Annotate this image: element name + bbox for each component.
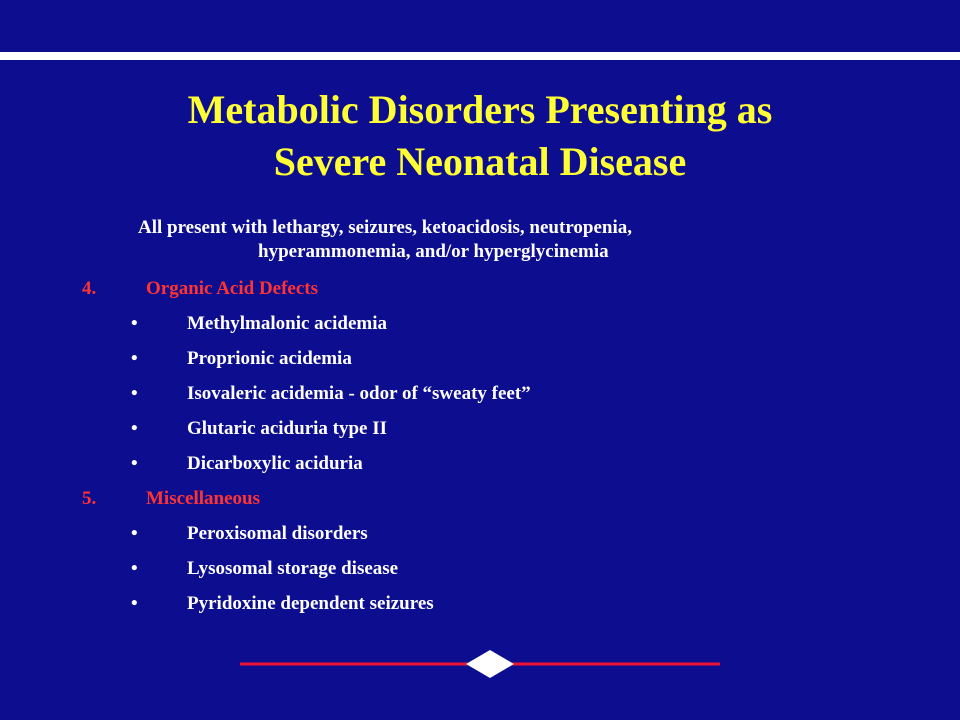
list-item-label: Peroxisomal disorders [187,523,368,544]
subtitle-line-2: hyperammonemia, and/or hyperglycinemia [258,241,609,262]
section-heading [0,485,960,513]
slide-title-line-2: Severe Neonatal Disease [273,139,687,184]
list-item [0,450,960,478]
list-item-label: Dicarboxylic aciduria [187,453,363,474]
bullet-icon: • [131,348,138,369]
list-item-label: Pyridoxine dependent seizures [187,593,434,614]
list-item [0,310,960,338]
list-item [0,590,960,618]
section-number: 4. [82,278,97,299]
bullet-icon: • [131,593,138,614]
list-item-label: Lysosomal storage disease [187,558,399,579]
list-item [0,380,960,408]
list-item-label: Proprionic acidemia [187,348,352,369]
list-item-label: Isovaleric acidemia - odor of “sweaty feet” [187,383,531,404]
section-number: 5. [82,488,97,509]
list-item [0,345,960,373]
section-label: Organic Acid Defects [146,278,319,299]
section-label: Miscellaneous [146,488,260,509]
list-item [0,415,960,443]
bottom-divider-ornament [240,646,720,682]
slide-title-line-1: Metabolic Disorders Presenting as [187,87,773,132]
bullet-icon: • [131,558,138,579]
bullet-icon: • [131,523,138,544]
diamond-icon [466,650,514,678]
section-heading [0,275,960,303]
list-item-label: Methylmalonic acidemia [187,313,387,334]
bullet-icon: • [131,453,138,474]
bullet-icon: • [131,313,138,334]
list-item [0,555,960,583]
list-item [0,520,960,548]
list-item-label: Glutaric aciduria type II [187,418,388,439]
bullet-icon: • [131,383,138,404]
bullet-icon: • [131,418,138,439]
subtitle-line-1: All present with lethargy, seizures, ketoacidosis, neutropenia, [138,217,632,238]
